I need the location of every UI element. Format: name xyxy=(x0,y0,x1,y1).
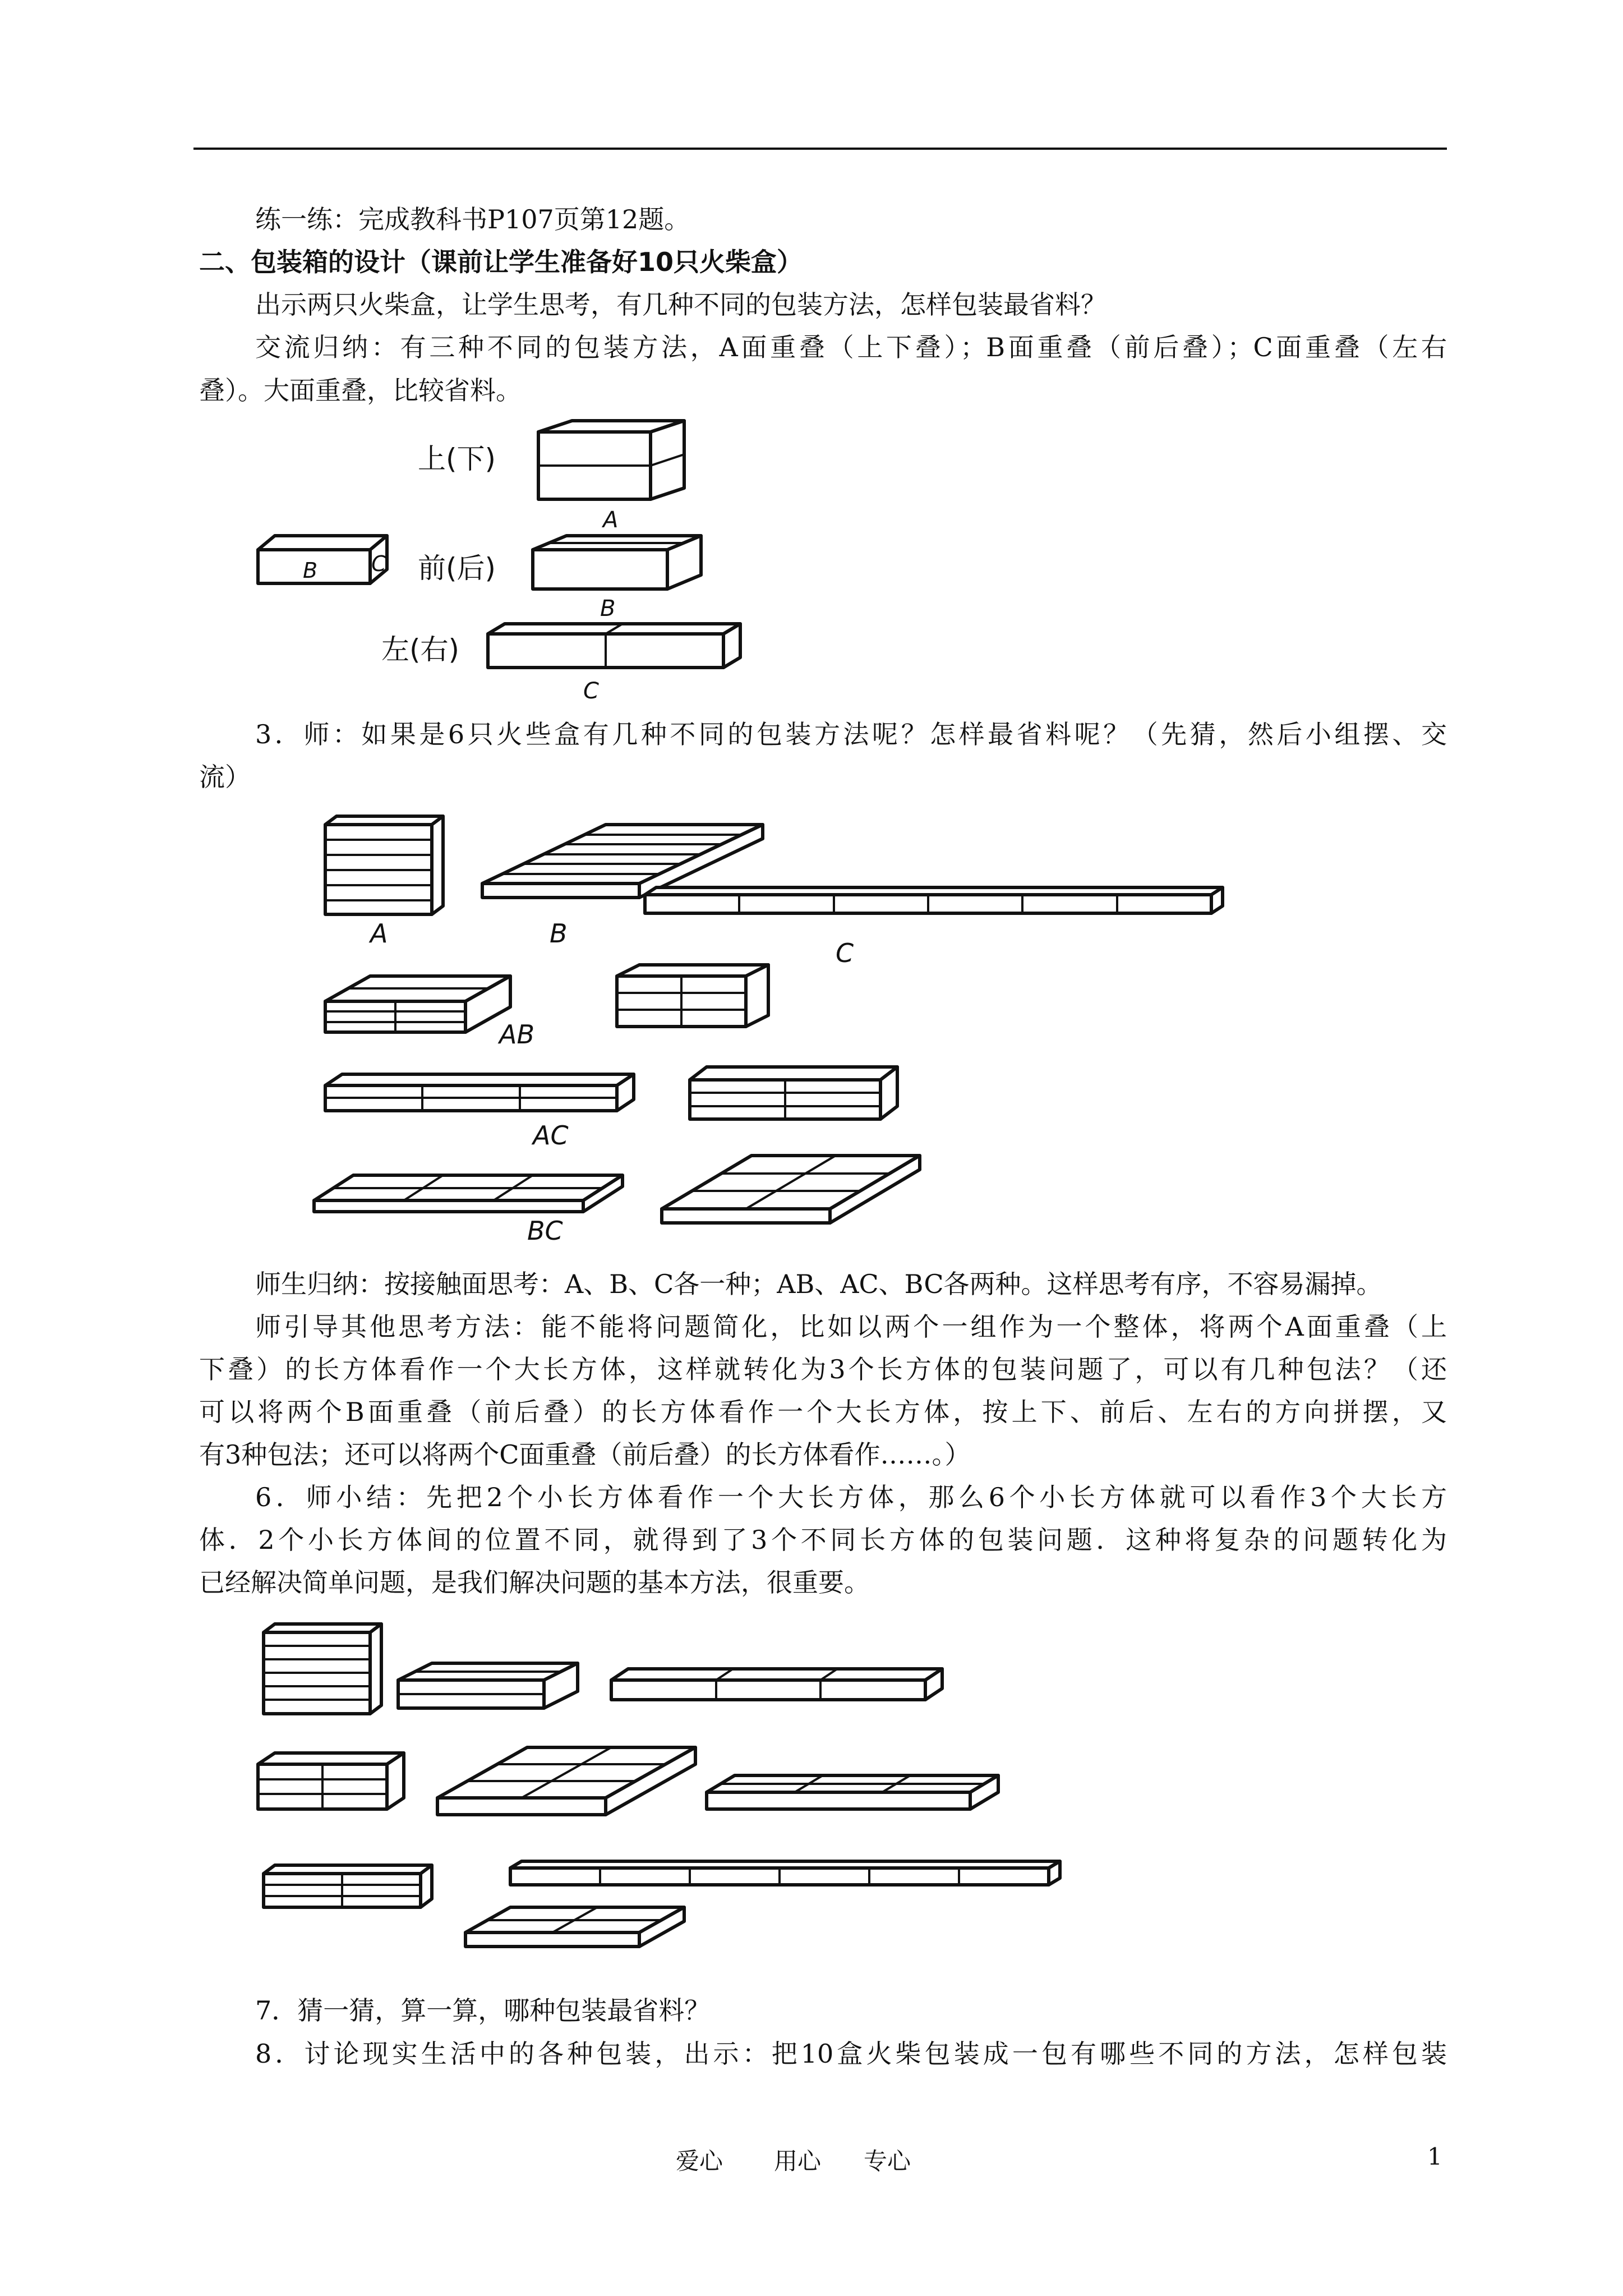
label-c: C xyxy=(583,678,599,704)
label-6-ac: AC xyxy=(533,1120,569,1151)
paragraph-practice: 练一练：完成教科书P107页第12题。 xyxy=(255,204,690,234)
paragraph-method-line2: 下叠）的长方体看作一个大长方体，这样就转化为3个长方体的包装问题了，可以有几种包法？（还 xyxy=(199,1354,1447,1384)
label-c-small: C xyxy=(371,551,386,576)
label-front-back: 前(后) xyxy=(418,552,496,585)
stack-6-bc-2 xyxy=(662,1156,920,1223)
stack-6-ac-1 xyxy=(325,1074,634,1111)
footer-care: 用心 xyxy=(774,2147,822,2175)
stack-3-row2-right xyxy=(707,1775,998,1809)
label-up-down: 上(下) xyxy=(418,443,496,475)
page-number: 1 xyxy=(1427,2143,1442,2170)
stack-6-a xyxy=(325,816,443,914)
single-matchbox xyxy=(258,536,387,583)
footer-focus: 专心 xyxy=(864,2147,911,2175)
label-b-small: B xyxy=(303,558,318,583)
paragraph-six-boxes-line2: 流） xyxy=(199,762,251,792)
label-6-ab: AB xyxy=(499,1019,535,1050)
figure-six-boxes xyxy=(303,808,1279,1257)
paragraph-guess: 7．猜一猜，算一算，哪种包装最省料？ xyxy=(255,1995,711,2026)
footer-love: 爱心 xyxy=(676,2147,723,2175)
label-left-right: 左(右) xyxy=(381,633,460,666)
stack-3-row2-mid xyxy=(437,1747,695,1815)
label-6-bc: BC xyxy=(527,1216,563,1246)
paragraph-discussion: 8．讨论现实生活中的各种包装，出示：把10盒火柴包装成一包有哪些不同的方法，怎样包装 xyxy=(255,2039,1447,2069)
stack-6-bc-1 xyxy=(314,1175,623,1212)
stack-6-ab-1 xyxy=(325,976,510,1032)
paragraph-question: 出示两只火柴盒，让学生思考，有几种不同的包装方法，怎样包装最省料？ xyxy=(255,289,1106,320)
stack-b xyxy=(533,536,701,589)
paragraph-six-boxes-line1: 3．师：如果是6只火些盒有几种不同的包装方法呢？怎样最省料呢？（先猜，然后小组摆、交 xyxy=(255,719,1447,749)
label-6-a: A xyxy=(370,918,388,949)
stack-3-row2-left xyxy=(258,1753,404,1809)
label-b: B xyxy=(600,596,616,622)
row-6-c xyxy=(645,887,1223,913)
section-heading: 二、包装箱的设计（课前让学生准备好10只火柴盒） xyxy=(199,247,803,277)
figure-composite-boxes xyxy=(247,1616,1099,1963)
stack-3-right xyxy=(611,1669,942,1700)
paragraph-summary6-line1: 6．师小结：先把2个小长方体看作一个大长方体，那么6个小长方体就可以看作3个大长方 xyxy=(255,1482,1447,1512)
stack-6-ab-2 xyxy=(617,965,768,1027)
paragraph-method-line3: 可以将两个B面重叠（前后叠）的长方体看作一个大长方体，按上下、前后、左右的方向拼摆，又 xyxy=(199,1397,1447,1427)
stack-3-row3-long xyxy=(510,1861,1060,1885)
paragraph-summary-line2: 叠）。大面重叠，比较省料。 xyxy=(199,375,522,406)
paragraph-method-line4: 有3种包法；还可以将两个C面重叠（前后叠）的长方体看作……。） xyxy=(199,1439,971,1470)
paragraph-summary6-line2: 体．2个小长方体间的位置不同，就得到了3个不同长方体的包装问题．这种将复杂的问题转化为 xyxy=(199,1525,1447,1555)
label-6-c: C xyxy=(836,938,854,968)
stack-6-ac-2 xyxy=(690,1067,897,1119)
label-a: A xyxy=(603,507,619,533)
paragraph-summary6-line3: 已经解决简单问题，是我们解决问题的基本方法，很重要。 xyxy=(199,1567,870,1598)
stack-3-row3-bottom xyxy=(465,1907,684,1947)
paragraph-summary-line1: 交流归纳：有三种不同的包装方法，A面重叠（上下叠）；B面重叠（前后叠）；C面重叠（左右 xyxy=(255,332,1447,362)
header-rule xyxy=(193,148,1447,150)
stack-a xyxy=(538,421,684,499)
stack-3-row3-left xyxy=(264,1865,432,1907)
label-6-b: B xyxy=(550,918,568,949)
stack-3-tall xyxy=(264,1624,381,1714)
stack-c xyxy=(488,624,740,668)
stack-3-mid xyxy=(398,1663,578,1708)
paragraph-conclusion: 师生归纳：按接触面思考：A、B、C各一种；AB、AC、BC各两种。这样思考有序，不容易漏掉。 xyxy=(255,1269,1382,1299)
figure-two-boxes xyxy=(241,415,757,718)
paragraph-method-line1: 师引导其他思考方法：能不能将问题简化，比如以两个一组作为一个整体，将两个A面重叠（上 xyxy=(255,1312,1447,1342)
